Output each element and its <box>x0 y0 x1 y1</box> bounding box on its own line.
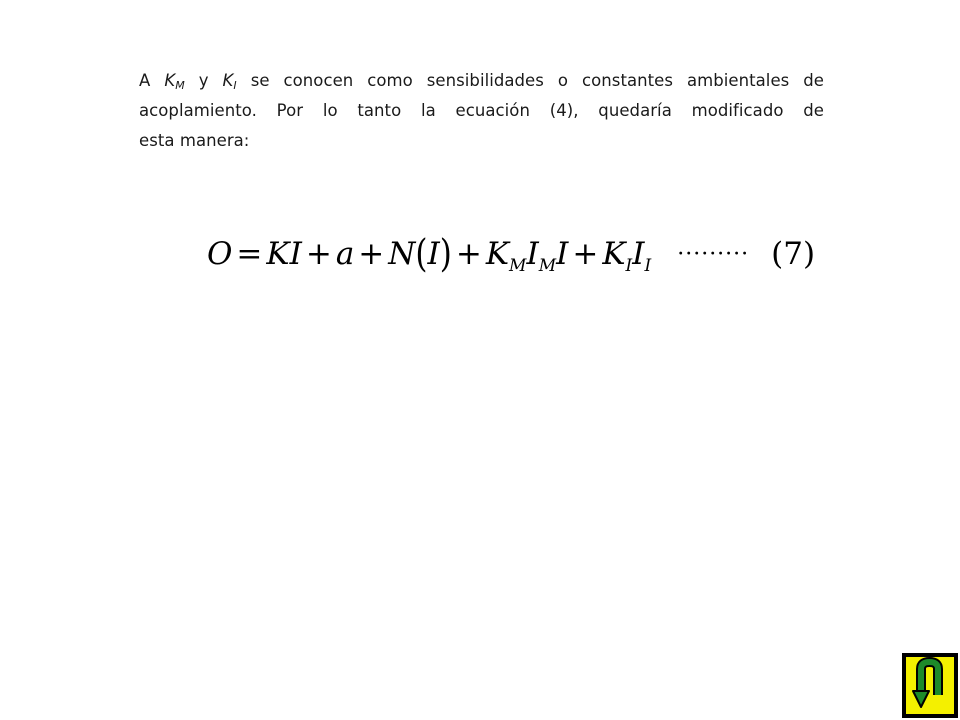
eq-plus-2: + <box>358 236 385 272</box>
text-a: A <box>139 71 165 90</box>
eq-equals: = <box>236 236 263 272</box>
var-k-i: $K_I$ <box>222 71 237 92</box>
paragraph-line-2: acoplamiento. Por lo tanto la ecuación (4), quedaría modificado de <box>139 101 824 120</box>
eq-lparen: ( <box>415 231 428 277</box>
eq-plus-4: + <box>572 236 599 272</box>
back-button[interactable] <box>902 653 958 718</box>
paragraph-text <box>139 66 824 156</box>
equation-number: (7) <box>771 236 816 272</box>
eq-rparen: ) <box>439 231 452 277</box>
eq-N: N <box>388 236 416 272</box>
text-rest: se conocen como sensibilidades o constantes ambientales de <box>236 71 824 90</box>
text-y: y <box>184 71 223 90</box>
u-turn-back-icon <box>902 653 958 718</box>
eq-dots: ········· <box>677 242 750 267</box>
paragraph-line-1 <box>139 66 824 96</box>
eq-KI: KI <box>266 236 302 272</box>
eq-plus-1: + <box>305 236 332 272</box>
eq-O: O <box>207 236 233 272</box>
equation-7 <box>207 231 816 286</box>
eq-KI-II: $K_II_I$ <box>602 236 652 276</box>
paragraph-line-3: esta manera: <box>139 131 250 150</box>
eq-a: a <box>335 236 355 272</box>
eq-N-arg: I <box>427 236 440 272</box>
eq-plus-3: + <box>455 236 482 272</box>
eq-KM-IM-I: $K_MI_MI$ <box>485 236 569 276</box>
var-k-m: $K_M$ <box>164 71 185 92</box>
